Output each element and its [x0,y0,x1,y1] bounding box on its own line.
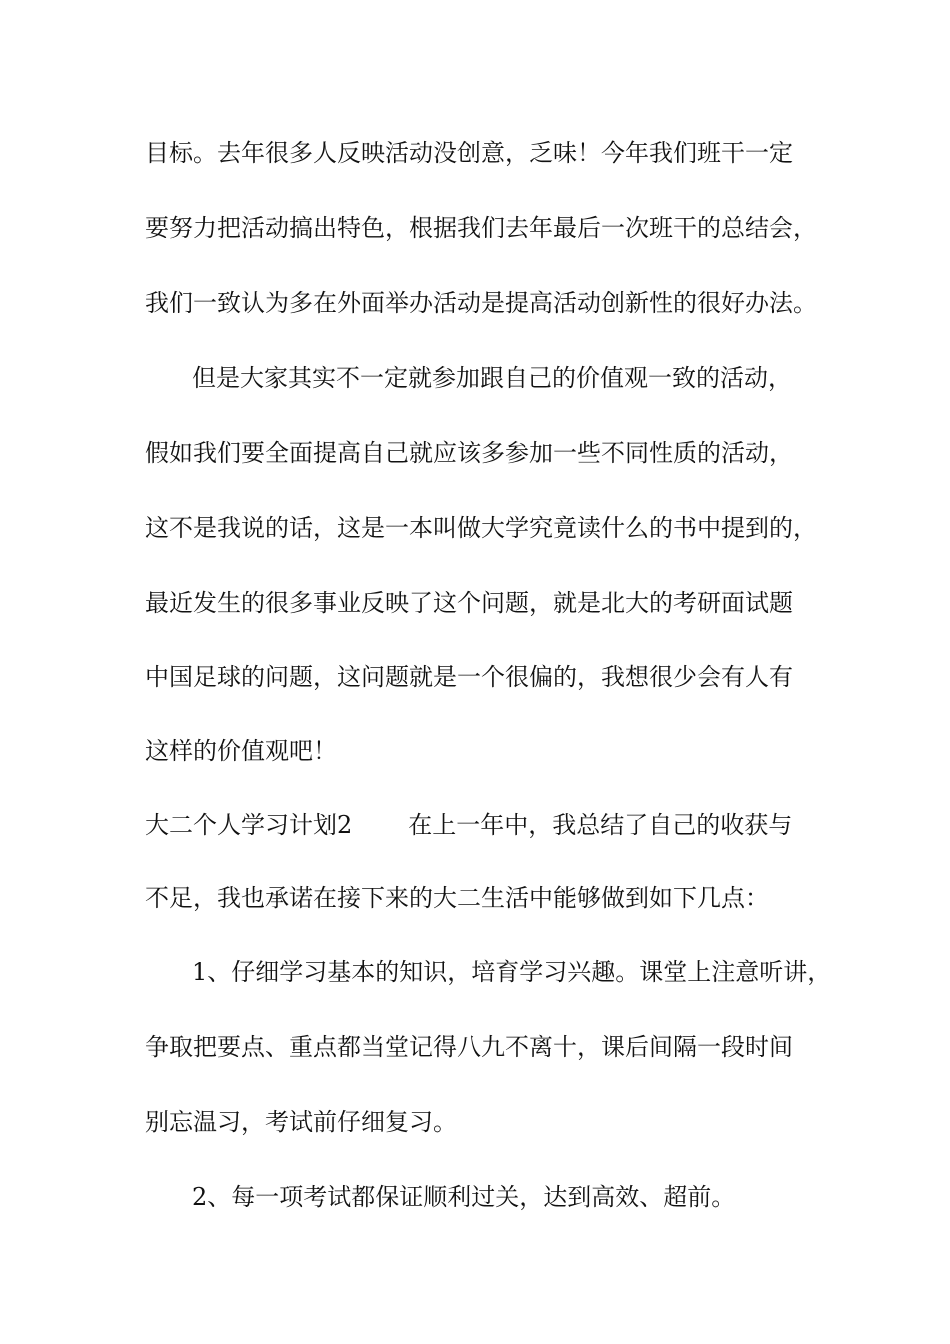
section-intro: 在上一年中，我总结了自己的收获与 [408,811,793,839]
list-item-line: 2、每一项考试都保证顺利过关，达到高效、超前。 [192,1183,736,1211]
list-item-line: 1、仔细学习基本的知识，培育学习兴趣。课堂上注意听讲， [192,958,832,986]
section-heading-line [145,808,835,842]
paragraph-line: 不足，我也承诺在接下来的大二生活中能够做到如下几点： [145,884,769,912]
paragraph-line: 这不是我说的话，这是一本叫做大学究竟读什么的书中提到的， [145,514,817,542]
paragraph-line: 假如我们要全面提高自己就应该多参加一些不同性质的活动， [145,439,793,467]
paragraph-line: 要努力把活动搞出特色，根据我们去年最后一次班干的总结会， [145,214,817,242]
paragraph-line: 中国足球的问题，这问题就是一个很偏的，我想很少会有人有 [145,663,793,691]
paragraph-line: 目标。去年很多人反映活动没创意，乏味！今年我们班干一定 [145,139,793,167]
paragraph-line: 但是大家其实不一定就参加跟自己的价值观一致的活动， [192,364,792,392]
section-title: 大二个人学习计划2 [145,811,353,839]
paragraph-line: 这样的价值观吧！ [145,737,337,765]
paragraph-line: 最近发生的很多事业反映了这个问题，就是北大的考研面试题 [145,589,793,617]
paragraph-line: 争取把要点、重点都当堂记得八九不离十，课后间隔一段时间 [145,1033,793,1061]
paragraph-line: 我们一致认为多在外面举办活动是提高活动创新性的很好办法。 [145,289,817,317]
paragraph-line: 别忘温习，考试前仔细复习。 [145,1108,457,1136]
